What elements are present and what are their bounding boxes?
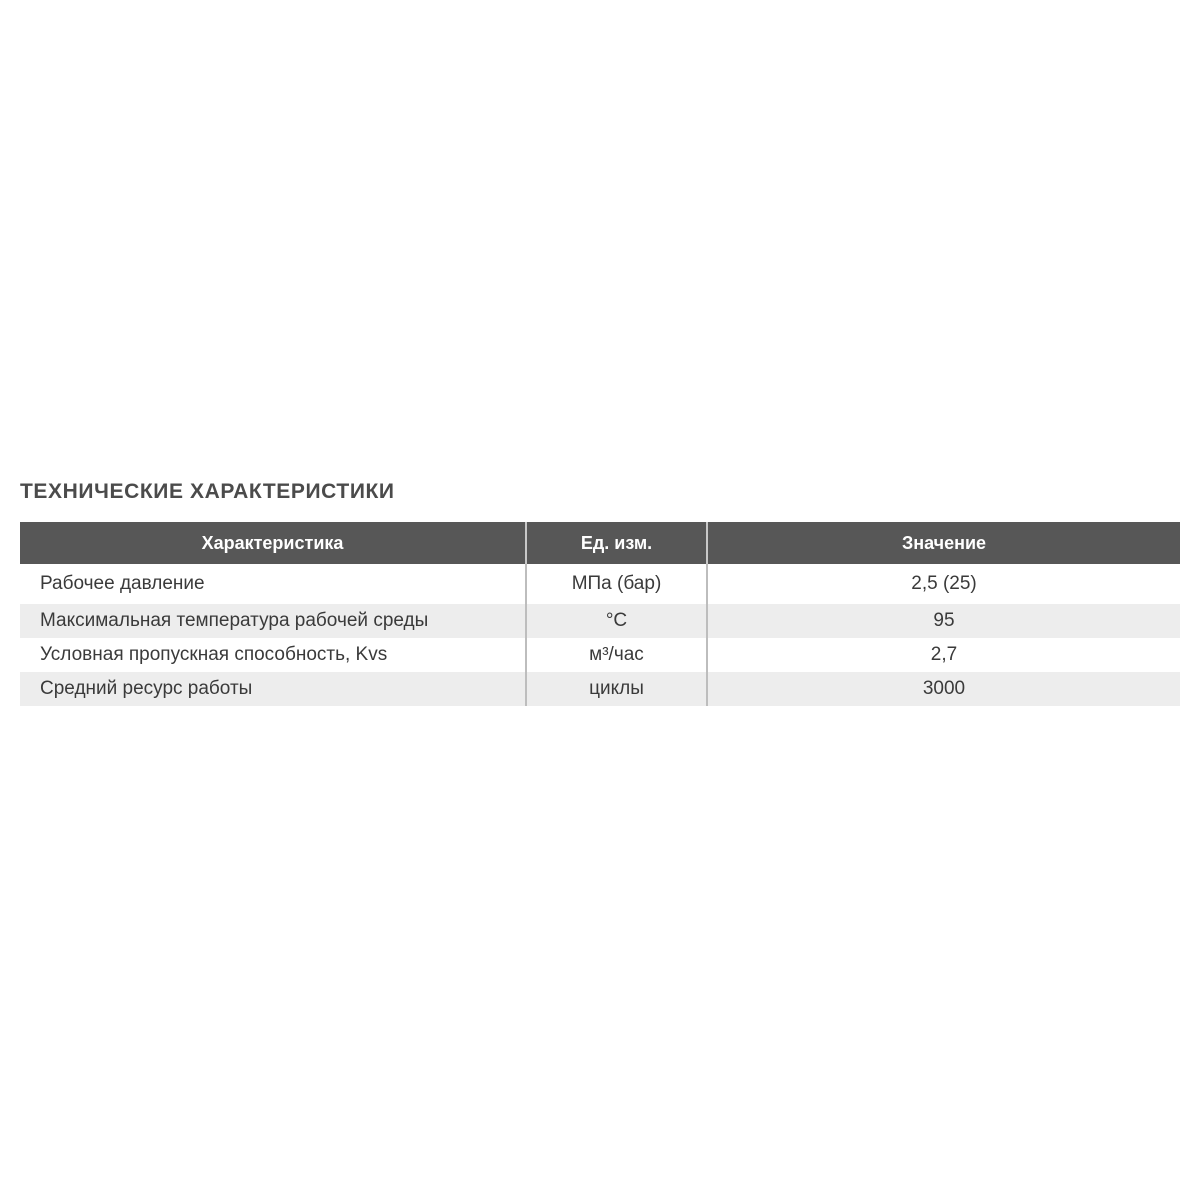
specs-table [20, 522, 1180, 706]
row-value: 2,5 (25) [707, 564, 1180, 604]
header-value: Значение [707, 522, 1180, 564]
header-unit: Ед. изм. [526, 522, 707, 564]
row-name: Средний ресурс работы [20, 672, 526, 706]
row-name: Условная пропускная способность, Kvs [40, 644, 388, 665]
row-unit: циклы [526, 672, 707, 706]
row-unit: МПа (бар) [526, 564, 707, 604]
table-row [20, 564, 1180, 604]
header-characteristic: Характеристика [20, 522, 526, 564]
row-unit: м³/час [526, 638, 707, 672]
row-name: Рабочее давление [40, 573, 205, 594]
row-value: 2,7 [707, 638, 1180, 672]
table-row [20, 672, 1180, 706]
row-value: 3000 [707, 672, 1180, 706]
row-unit: °C [526, 604, 707, 638]
specs-section [20, 478, 1180, 706]
table-row [20, 638, 1180, 672]
row-name: Максимальная температура рабочей среды [20, 604, 526, 638]
table-header-row [20, 522, 1180, 564]
table-row [20, 604, 1180, 638]
section-title: ТЕХНИЧЕСКИЕ ХАРАКТЕРИСТИКИ [20, 480, 395, 503]
row-value: 95 [707, 604, 1180, 638]
